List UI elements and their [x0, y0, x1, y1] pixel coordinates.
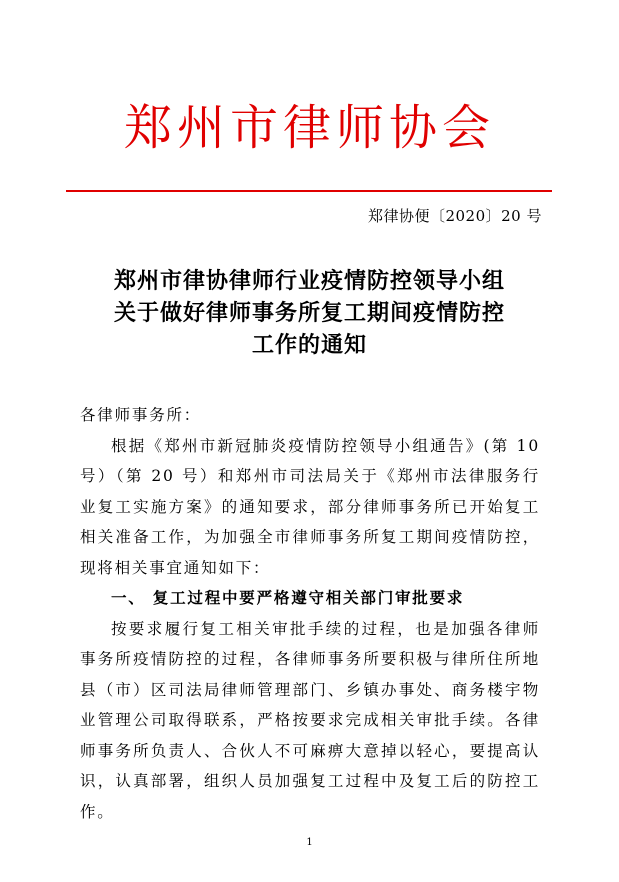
body-paragraph-1: 根据《郑州市新冠肺炎疫情防控领导小组通告》(第 10 号）（第 20 号）和郑州市司法局关于《郑州市法律服务行业复工实施方案》的通知要求，部分律师事务所已开始复工相关准备工作，为加强全市律师事务所复工期间疫情防控，现将相关事宜通知如下： [80, 436, 540, 577]
salutation: 各律师事务所： [80, 406, 202, 424]
section-heading-1: 一、 复工过程中要严格遵守相关部门审批要求 [111, 589, 465, 607]
title-line-1: 郑州市律协律师行业疫情防控领导小组 [113, 269, 505, 294]
document-body [80, 400, 540, 827]
title-line-2: 关于做好律师事务所复工期间疫情防控 [113, 301, 505, 326]
body-paragraph-2: 按要求履行复工相关审批手续的过程，也是加强各律师事务所疫情防控的过程，各律师事务所要积极与律所住所地县（市）区司法局律师管理部门、乡镇办事处、商务楼宇物业管理公司取得联系，严格按要求完成相关审批手续。各律师事务所负责人、合伙人不可麻痹大意掉以轻心，要提高认识，认真部署，组织人员加强复工过程中及复工后的防控工作。 [80, 619, 540, 821]
organization-header: 郑州市律师协会 [123, 100, 495, 156]
title-line-3: 工作的通知 [251, 333, 367, 358]
document-title [0, 266, 619, 362]
document-number: 郑律协便〔2020〕20 号 [367, 207, 542, 225]
page-number: 1 [306, 837, 313, 848]
red-divider-line [66, 190, 552, 192]
